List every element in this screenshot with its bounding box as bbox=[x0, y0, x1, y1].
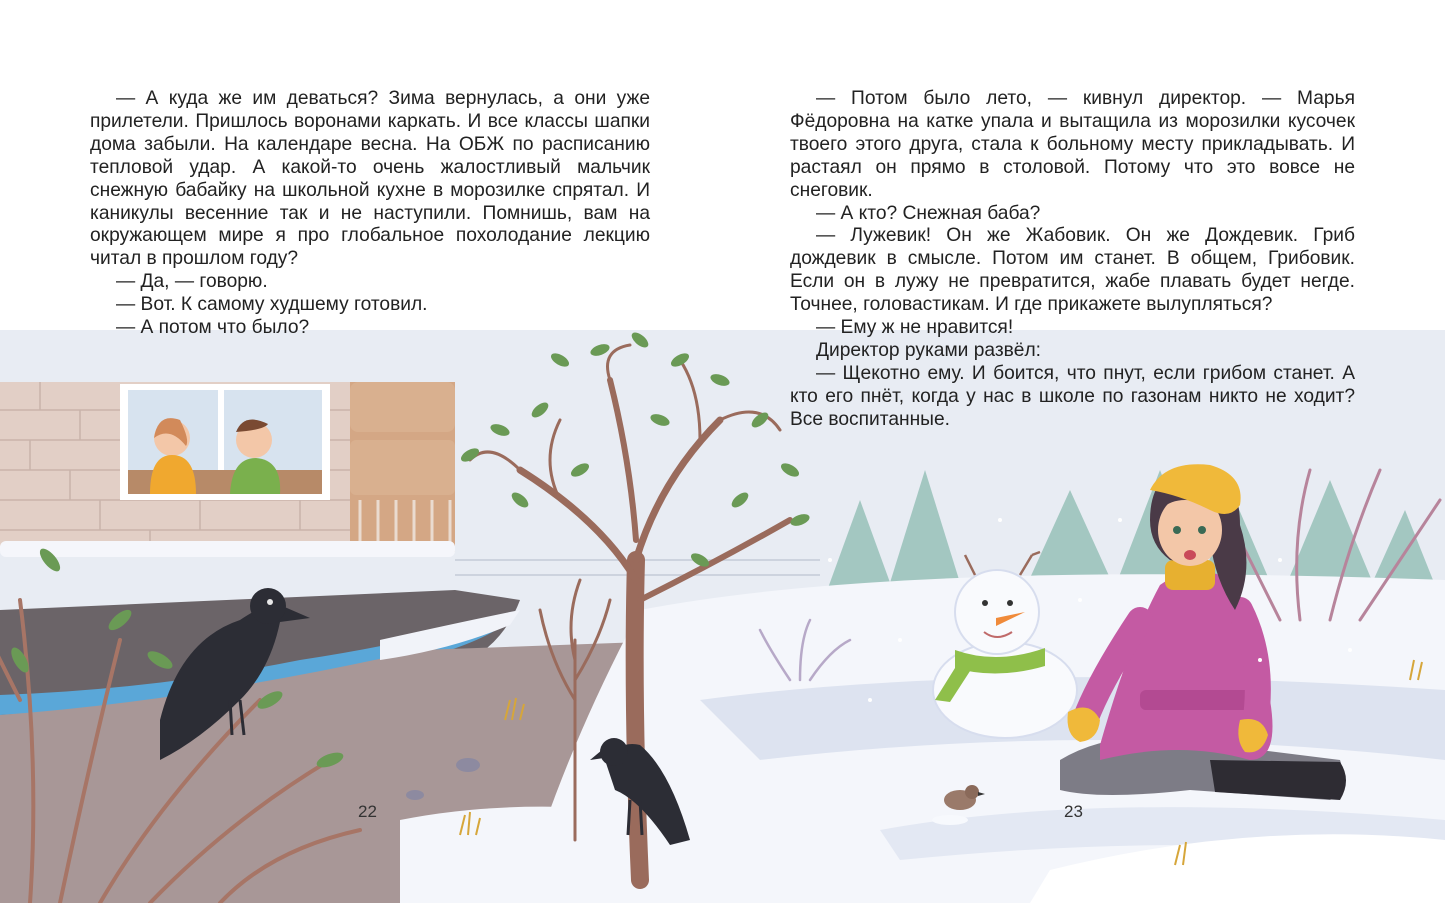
paragraph: — А кто? Снежная баба? bbox=[816, 202, 1041, 224]
page-number-left: 22 bbox=[358, 802, 377, 821]
paragraph: — Вот. К самому худшему готовил. bbox=[116, 294, 428, 316]
paragraph: — Потом было лето, — кивнул директор. — Марья Фёдоровна на катке упала и вытащила из морозилки кусочек твоего этого друга, стала к больному месту прикладывать. И растаял он прямо в столовой. Потому что это вовсе не снеговик. bbox=[790, 88, 1355, 201]
school-building bbox=[0, 382, 455, 557]
left-page-text bbox=[90, 88, 650, 340]
paragraph: — Щекотно ему. И боится, что пнут, если грибом станет. А кто его пнёт, когда у нас в школе по газонам никто не ходит? Все воспитанные. bbox=[790, 362, 1355, 430]
paragraph: — А куда же им деваться? Зима вернулась, а они уже прилетели. Пришлось воронами каркать. И все классы шапки дома забыли. На календаре весна. На ОБЖ по расписанию тепловой удар. А какой-то очень жалостливый мальчик снежную бабайку на школьной кухне в морозилке спрятал. И каникулы весенние так и не наступили. Помнишь, вам на окружающем мире я про глобальное похолодание лекцию читал в прошлом году? bbox=[90, 88, 650, 270]
paragraph: — Лужевик! Он же Жабовик. Он же Дождевик. Гриб дождевик в смысле. Потом им станет. В общем, Грибовик. Если он в лужу не превратится, жабе плавать будет негде. Точнее, головастикам. И где прикажете вылупляться? bbox=[790, 225, 1355, 316]
paragraph: — Ему ж не нравится! bbox=[816, 317, 1014, 339]
paragraph: Директор руками развёл: bbox=[816, 339, 1042, 361]
page-number-right: 23 bbox=[1064, 802, 1083, 821]
paragraph: — Да, — говорю. bbox=[116, 271, 268, 293]
paragraph: — А потом что было? bbox=[116, 317, 310, 339]
right-page-text bbox=[790, 88, 1355, 432]
